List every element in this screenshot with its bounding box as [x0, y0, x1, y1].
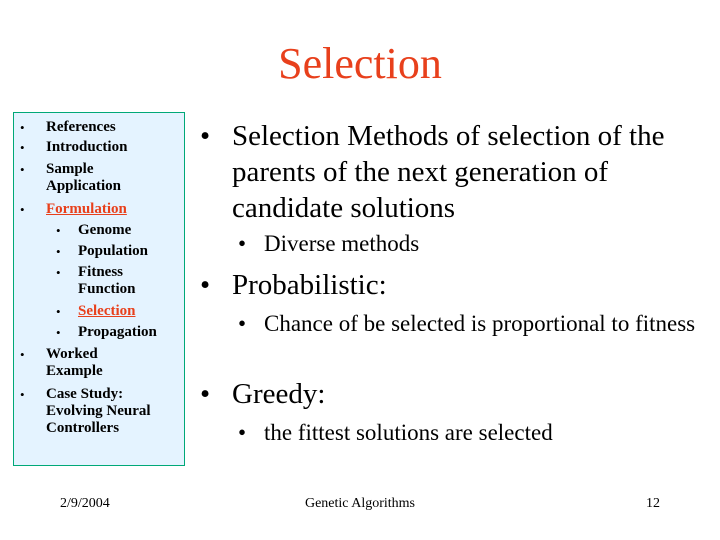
sidebar-item-label: Population	[78, 243, 149, 259]
bullet-icon: •	[20, 387, 25, 402]
bullet-text: the fittest solutions are selected	[264, 420, 553, 445]
bullet-icon: •	[56, 244, 61, 259]
bullet-icon: •	[238, 231, 247, 256]
bullet-icon: •	[200, 120, 211, 152]
sidebar-item-label: Genome	[78, 222, 132, 238]
bullet-icon: •	[56, 223, 61, 238]
bullet-icon: •	[20, 162, 25, 177]
bullet-icon: •	[20, 202, 25, 217]
sidebar-item-label: Propagation	[78, 324, 157, 340]
sidebar-nav	[13, 112, 185, 466]
footer-page-number: 12	[646, 496, 660, 511]
sidebar-item-label: Introduction	[46, 139, 128, 155]
footer-date: 2/9/2004	[60, 496, 110, 511]
sidebar-item-label: Sample Application	[46, 161, 122, 194]
bullet-text: Greedy:	[232, 378, 326, 410]
bullet-icon: •	[56, 265, 61, 280]
sidebar-item-label: Fitness Function	[78, 264, 136, 297]
bullet-icon: •	[20, 140, 25, 155]
bullet-text: Diverse methods	[264, 231, 420, 256]
bullet-icon: •	[20, 120, 25, 135]
sidebar-item-label: Case Study: Evolving Neural Controllers	[46, 386, 151, 436]
bullet-icon: •	[200, 378, 211, 410]
bullet-icon: •	[238, 420, 247, 445]
sidebar-item-label: Selection	[78, 303, 136, 319]
bullet-text: Selection Methods of selection of the parents of the next generation of candidate solutions	[232, 120, 665, 224]
sidebar-item-label: References	[46, 119, 116, 135]
bullet-text: Chance of be selected is proportional to fitness	[264, 311, 696, 336]
sidebar-item-label: Formulation	[46, 201, 127, 217]
bullet-icon: •	[56, 304, 61, 319]
slide-title: Selection	[278, 39, 442, 88]
bullet-text: Probabilistic:	[232, 269, 387, 301]
footer-title: Genetic Algorithms	[304, 496, 416, 511]
bullet-icon: •	[238, 311, 247, 336]
bullet-icon: •	[20, 347, 25, 362]
bullet-icon: •	[200, 269, 211, 301]
sidebar-item-label: Worked Example	[46, 346, 103, 379]
bullet-icon: •	[56, 325, 61, 340]
